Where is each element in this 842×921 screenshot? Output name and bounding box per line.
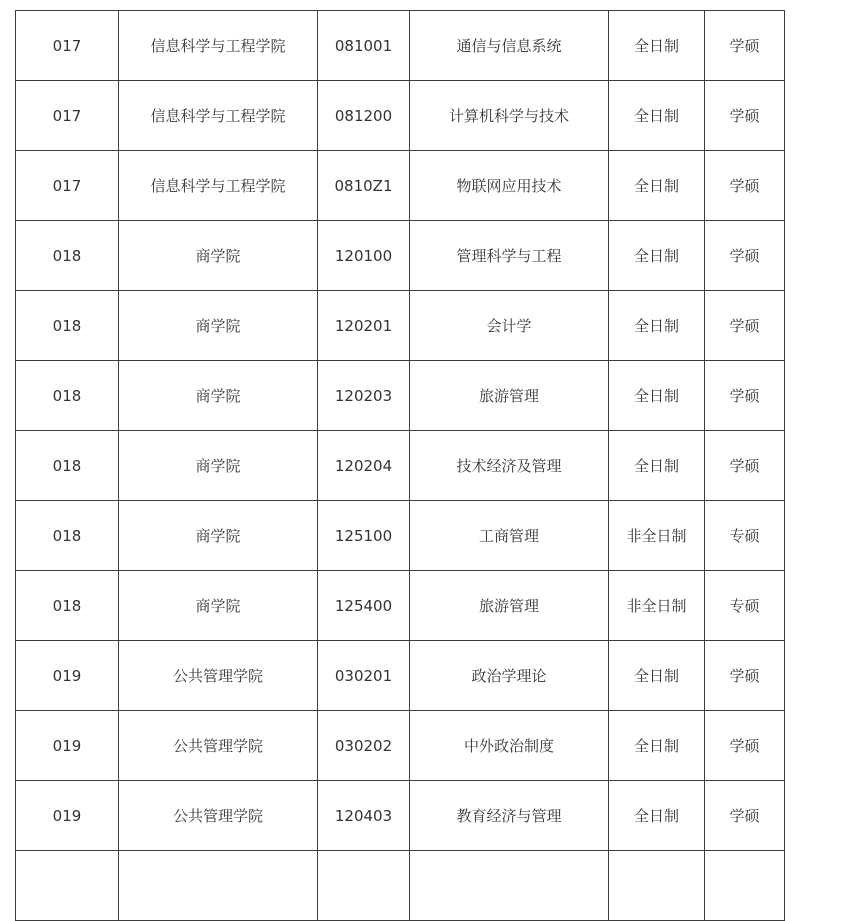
degree-type-cell — [705, 851, 785, 921]
major-code-cell: 081001 — [318, 11, 410, 81]
degree-type-cell: 专硕 — [705, 571, 785, 641]
table-row — [16, 571, 785, 641]
college-code-cell: 018 — [16, 291, 119, 361]
degree-type-cell: 学硕 — [705, 81, 785, 151]
study-mode-cell: 非全日制 — [609, 571, 705, 641]
table-row — [16, 641, 785, 711]
major-code-cell: 120203 — [318, 361, 410, 431]
study-mode-cell — [609, 851, 705, 921]
study-mode-cell: 全日制 — [609, 781, 705, 851]
college-code-cell: 017 — [16, 81, 119, 151]
major-name-cell: 技术经济及管理 — [410, 431, 609, 501]
study-mode-cell: 全日制 — [609, 11, 705, 81]
degree-type-cell: 学硕 — [705, 641, 785, 711]
degree-type-cell: 学硕 — [705, 781, 785, 851]
major-code-cell: 120204 — [318, 431, 410, 501]
major-code-cell: 0810Z1 — [318, 151, 410, 221]
college-code-cell: 019 — [16, 781, 119, 851]
major-code-cell: 030202 — [318, 711, 410, 781]
major-name-cell: 工商管理 — [410, 501, 609, 571]
college-name-cell: 信息科学与工程学院 — [119, 81, 318, 151]
table-row — [16, 781, 785, 851]
college-code-cell — [16, 851, 119, 921]
table-row — [16, 711, 785, 781]
college-name-cell: 商学院 — [119, 361, 318, 431]
program-table — [15, 10, 785, 921]
college-name-cell: 公共管理学院 — [119, 641, 318, 711]
major-name-cell: 政治学理论 — [410, 641, 609, 711]
study-mode-cell: 全日制 — [609, 221, 705, 291]
college-code-cell: 018 — [16, 361, 119, 431]
college-name-cell: 商学院 — [119, 571, 318, 641]
college-code-cell: 018 — [16, 501, 119, 571]
study-mode-cell: 全日制 — [609, 291, 705, 361]
major-name-cell: 计算机科学与技术 — [410, 81, 609, 151]
table-row — [16, 431, 785, 501]
study-mode-cell: 全日制 — [609, 641, 705, 711]
college-name-cell: 商学院 — [119, 221, 318, 291]
degree-type-cell: 学硕 — [705, 711, 785, 781]
major-code-cell: 120201 — [318, 291, 410, 361]
college-name-cell: 商学院 — [119, 501, 318, 571]
table-row — [16, 221, 785, 291]
table-row — [16, 361, 785, 431]
degree-type-cell: 学硕 — [705, 291, 785, 361]
college-name-cell: 商学院 — [119, 431, 318, 501]
college-code-cell: 017 — [16, 151, 119, 221]
degree-type-cell: 专硕 — [705, 501, 785, 571]
major-code-cell: 125100 — [318, 501, 410, 571]
table-row — [16, 151, 785, 221]
major-name-cell: 通信与信息系统 — [410, 11, 609, 81]
college-name-cell: 信息科学与工程学院 — [119, 151, 318, 221]
table-row — [16, 851, 785, 921]
college-code-cell: 018 — [16, 221, 119, 291]
college-name-cell: 信息科学与工程学院 — [119, 11, 318, 81]
degree-type-cell: 学硕 — [705, 11, 785, 81]
degree-type-cell: 学硕 — [705, 431, 785, 501]
major-name-cell: 会计学 — [410, 291, 609, 361]
college-code-cell: 018 — [16, 571, 119, 641]
program-table-body — [16, 11, 785, 921]
study-mode-cell: 全日制 — [609, 431, 705, 501]
table-row — [16, 291, 785, 361]
college-name-cell: 公共管理学院 — [119, 711, 318, 781]
major-name-cell: 管理科学与工程 — [410, 221, 609, 291]
major-name-cell — [410, 851, 609, 921]
major-name-cell: 旅游管理 — [410, 571, 609, 641]
major-code-cell: 125400 — [318, 571, 410, 641]
study-mode-cell: 非全日制 — [609, 501, 705, 571]
major-name-cell: 教育经济与管理 — [410, 781, 609, 851]
major-name-cell: 旅游管理 — [410, 361, 609, 431]
major-code-cell: 120403 — [318, 781, 410, 851]
degree-type-cell: 学硕 — [705, 151, 785, 221]
study-mode-cell: 全日制 — [609, 361, 705, 431]
major-code-cell — [318, 851, 410, 921]
college-code-cell: 019 — [16, 641, 119, 711]
college-code-cell: 017 — [16, 11, 119, 81]
college-code-cell: 019 — [16, 711, 119, 781]
study-mode-cell: 全日制 — [609, 151, 705, 221]
major-code-cell: 120100 — [318, 221, 410, 291]
college-name-cell: 商学院 — [119, 291, 318, 361]
table-row — [16, 501, 785, 571]
degree-type-cell: 学硕 — [705, 221, 785, 291]
college-name-cell: 公共管理学院 — [119, 781, 318, 851]
table-row — [16, 11, 785, 81]
major-code-cell: 081200 — [318, 81, 410, 151]
degree-type-cell: 学硕 — [705, 361, 785, 431]
table-row — [16, 81, 785, 151]
major-name-cell: 中外政治制度 — [410, 711, 609, 781]
major-name-cell: 物联网应用技术 — [410, 151, 609, 221]
college-code-cell: 018 — [16, 431, 119, 501]
major-code-cell: 030201 — [318, 641, 410, 711]
study-mode-cell: 全日制 — [609, 81, 705, 151]
study-mode-cell: 全日制 — [609, 711, 705, 781]
college-name-cell — [119, 851, 318, 921]
